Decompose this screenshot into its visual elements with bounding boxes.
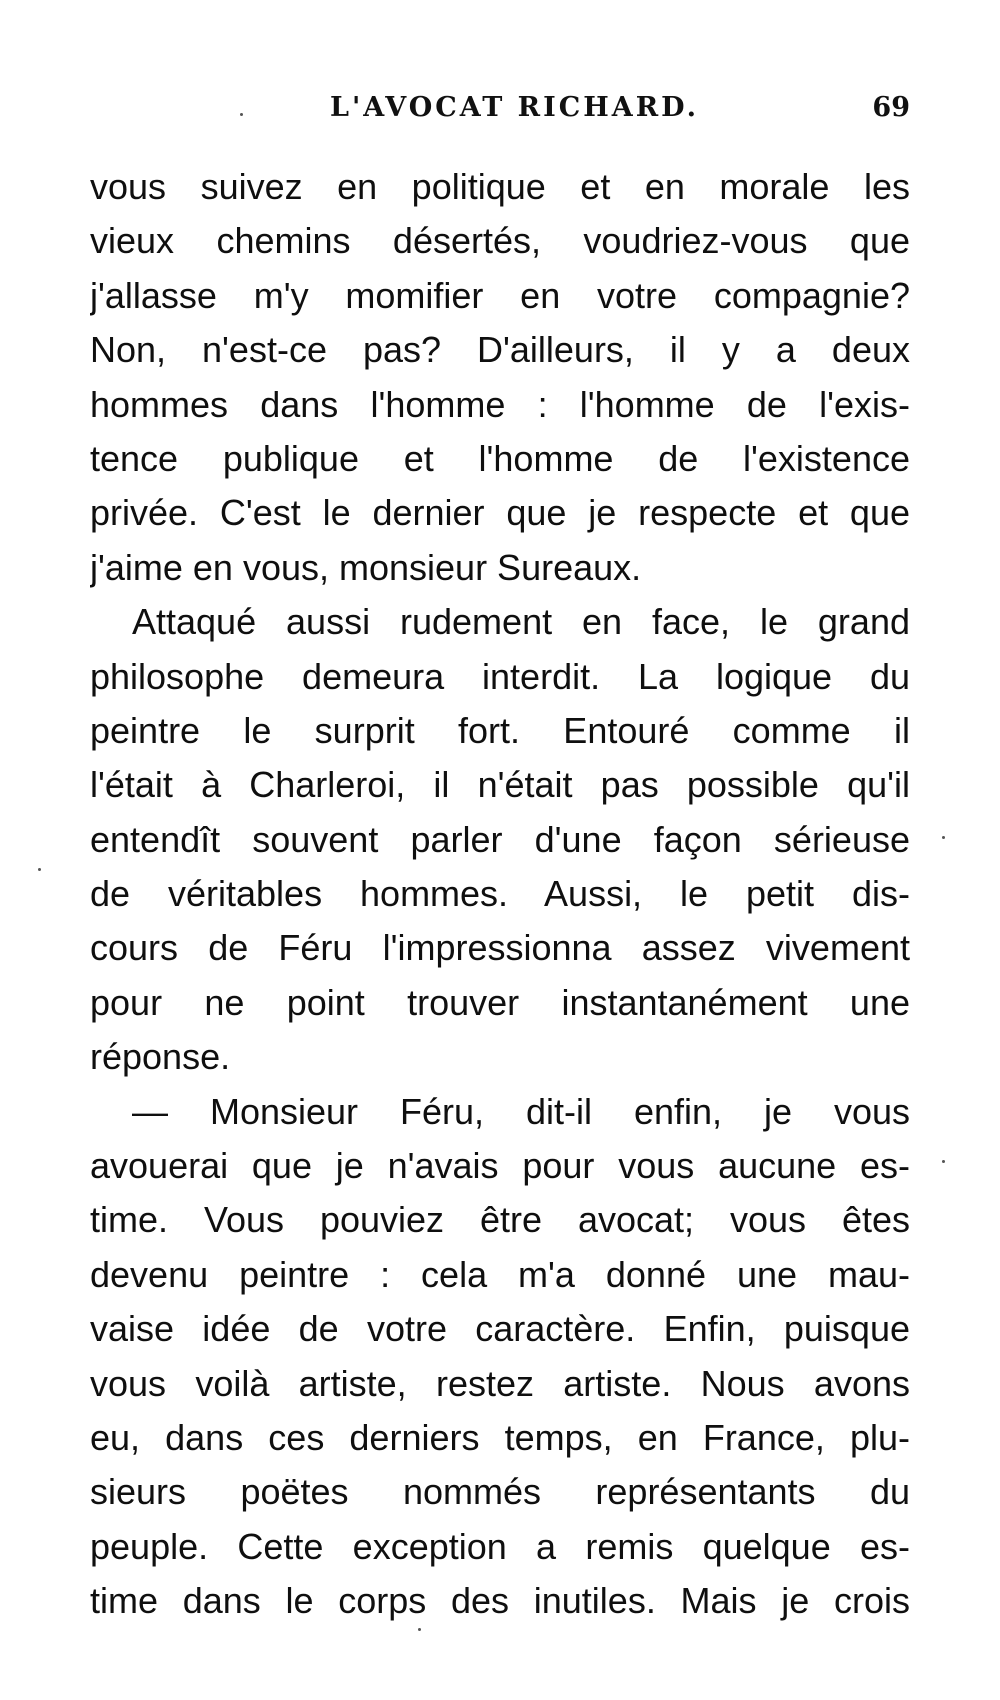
- text-line: time dans le corps des inutiles. Mais je crois: [90, 1580, 910, 1622]
- print-speck: [240, 113, 243, 116]
- text-line: sieurs poëtes nommés représentants du: [90, 1471, 910, 1513]
- print-speck: [942, 836, 945, 839]
- text-line: tence publique et l'homme de l'existence: [90, 437, 910, 479]
- text-line: avouerai que je n'avais pour vous aucune es-: [90, 1145, 910, 1187]
- text-line: vous suivez en politique et en morale les: [90, 166, 910, 207]
- text-line: l'était à Charleroi, il n'était pas possible qu'il: [90, 764, 910, 806]
- page-number: 69: [872, 92, 910, 123]
- text-line: pour ne point trouver instantanément une: [90, 981, 910, 1023]
- print-speck: [38, 868, 41, 871]
- print-speck: [418, 1628, 421, 1631]
- text-line: devenu peintre : cela m'a donné une mau-: [90, 1253, 910, 1295]
- running-head: [90, 92, 910, 132]
- text-line: Non, n'est-ce pas? D'ailleurs, il y a deux: [90, 329, 910, 371]
- text-line: hommes dans l'homme : l'homme de l'exis-: [90, 383, 910, 425]
- text-line: réponse.: [90, 1036, 231, 1078]
- text-line: vaise idée de votre caractère. Enfin, puisque: [90, 1308, 910, 1350]
- text-line: privée. C'est le dernier que je respecte et que: [90, 492, 910, 534]
- text-line: peintre le surprit fort. Entouré comme il: [90, 709, 910, 751]
- text-line: Attaqué aussi rudement en face, le grand: [132, 601, 910, 643]
- text-line: j'allasse m'y momifier en votre compagnie?: [90, 274, 910, 316]
- text-line: time. Vous pouviez être avocat; vous êtes: [90, 1199, 910, 1241]
- text-line: cours de Féru l'impressionna assez vivement: [90, 927, 910, 969]
- text-line: j'aime en vous, monsieur Sureaux.: [90, 546, 642, 588]
- running-title: L'AVOCAT RICHARD.: [330, 92, 699, 123]
- text-line: eu, dans ces derniers temps, en France, plu-: [90, 1416, 910, 1458]
- text-line: — Monsieur Féru, dit-il enfin, je vous: [132, 1090, 910, 1132]
- text-line: vieux chemins désertés, voudriez-vous que: [90, 220, 910, 262]
- text-line: entendît souvent parler d'une façon sérieuse: [90, 818, 910, 860]
- body-text: [90, 160, 910, 1629]
- print-speck: [942, 1160, 945, 1163]
- text-line: de véritables hommes. Aussi, le petit dis-: [90, 873, 910, 915]
- text-line: vous voilà artiste, restez artiste. Nous avons: [90, 1362, 910, 1404]
- text-line: peuple. Cette exception a remis quelque es-: [90, 1525, 910, 1567]
- text-line: philosophe demeura interdit. La logique du: [90, 655, 910, 697]
